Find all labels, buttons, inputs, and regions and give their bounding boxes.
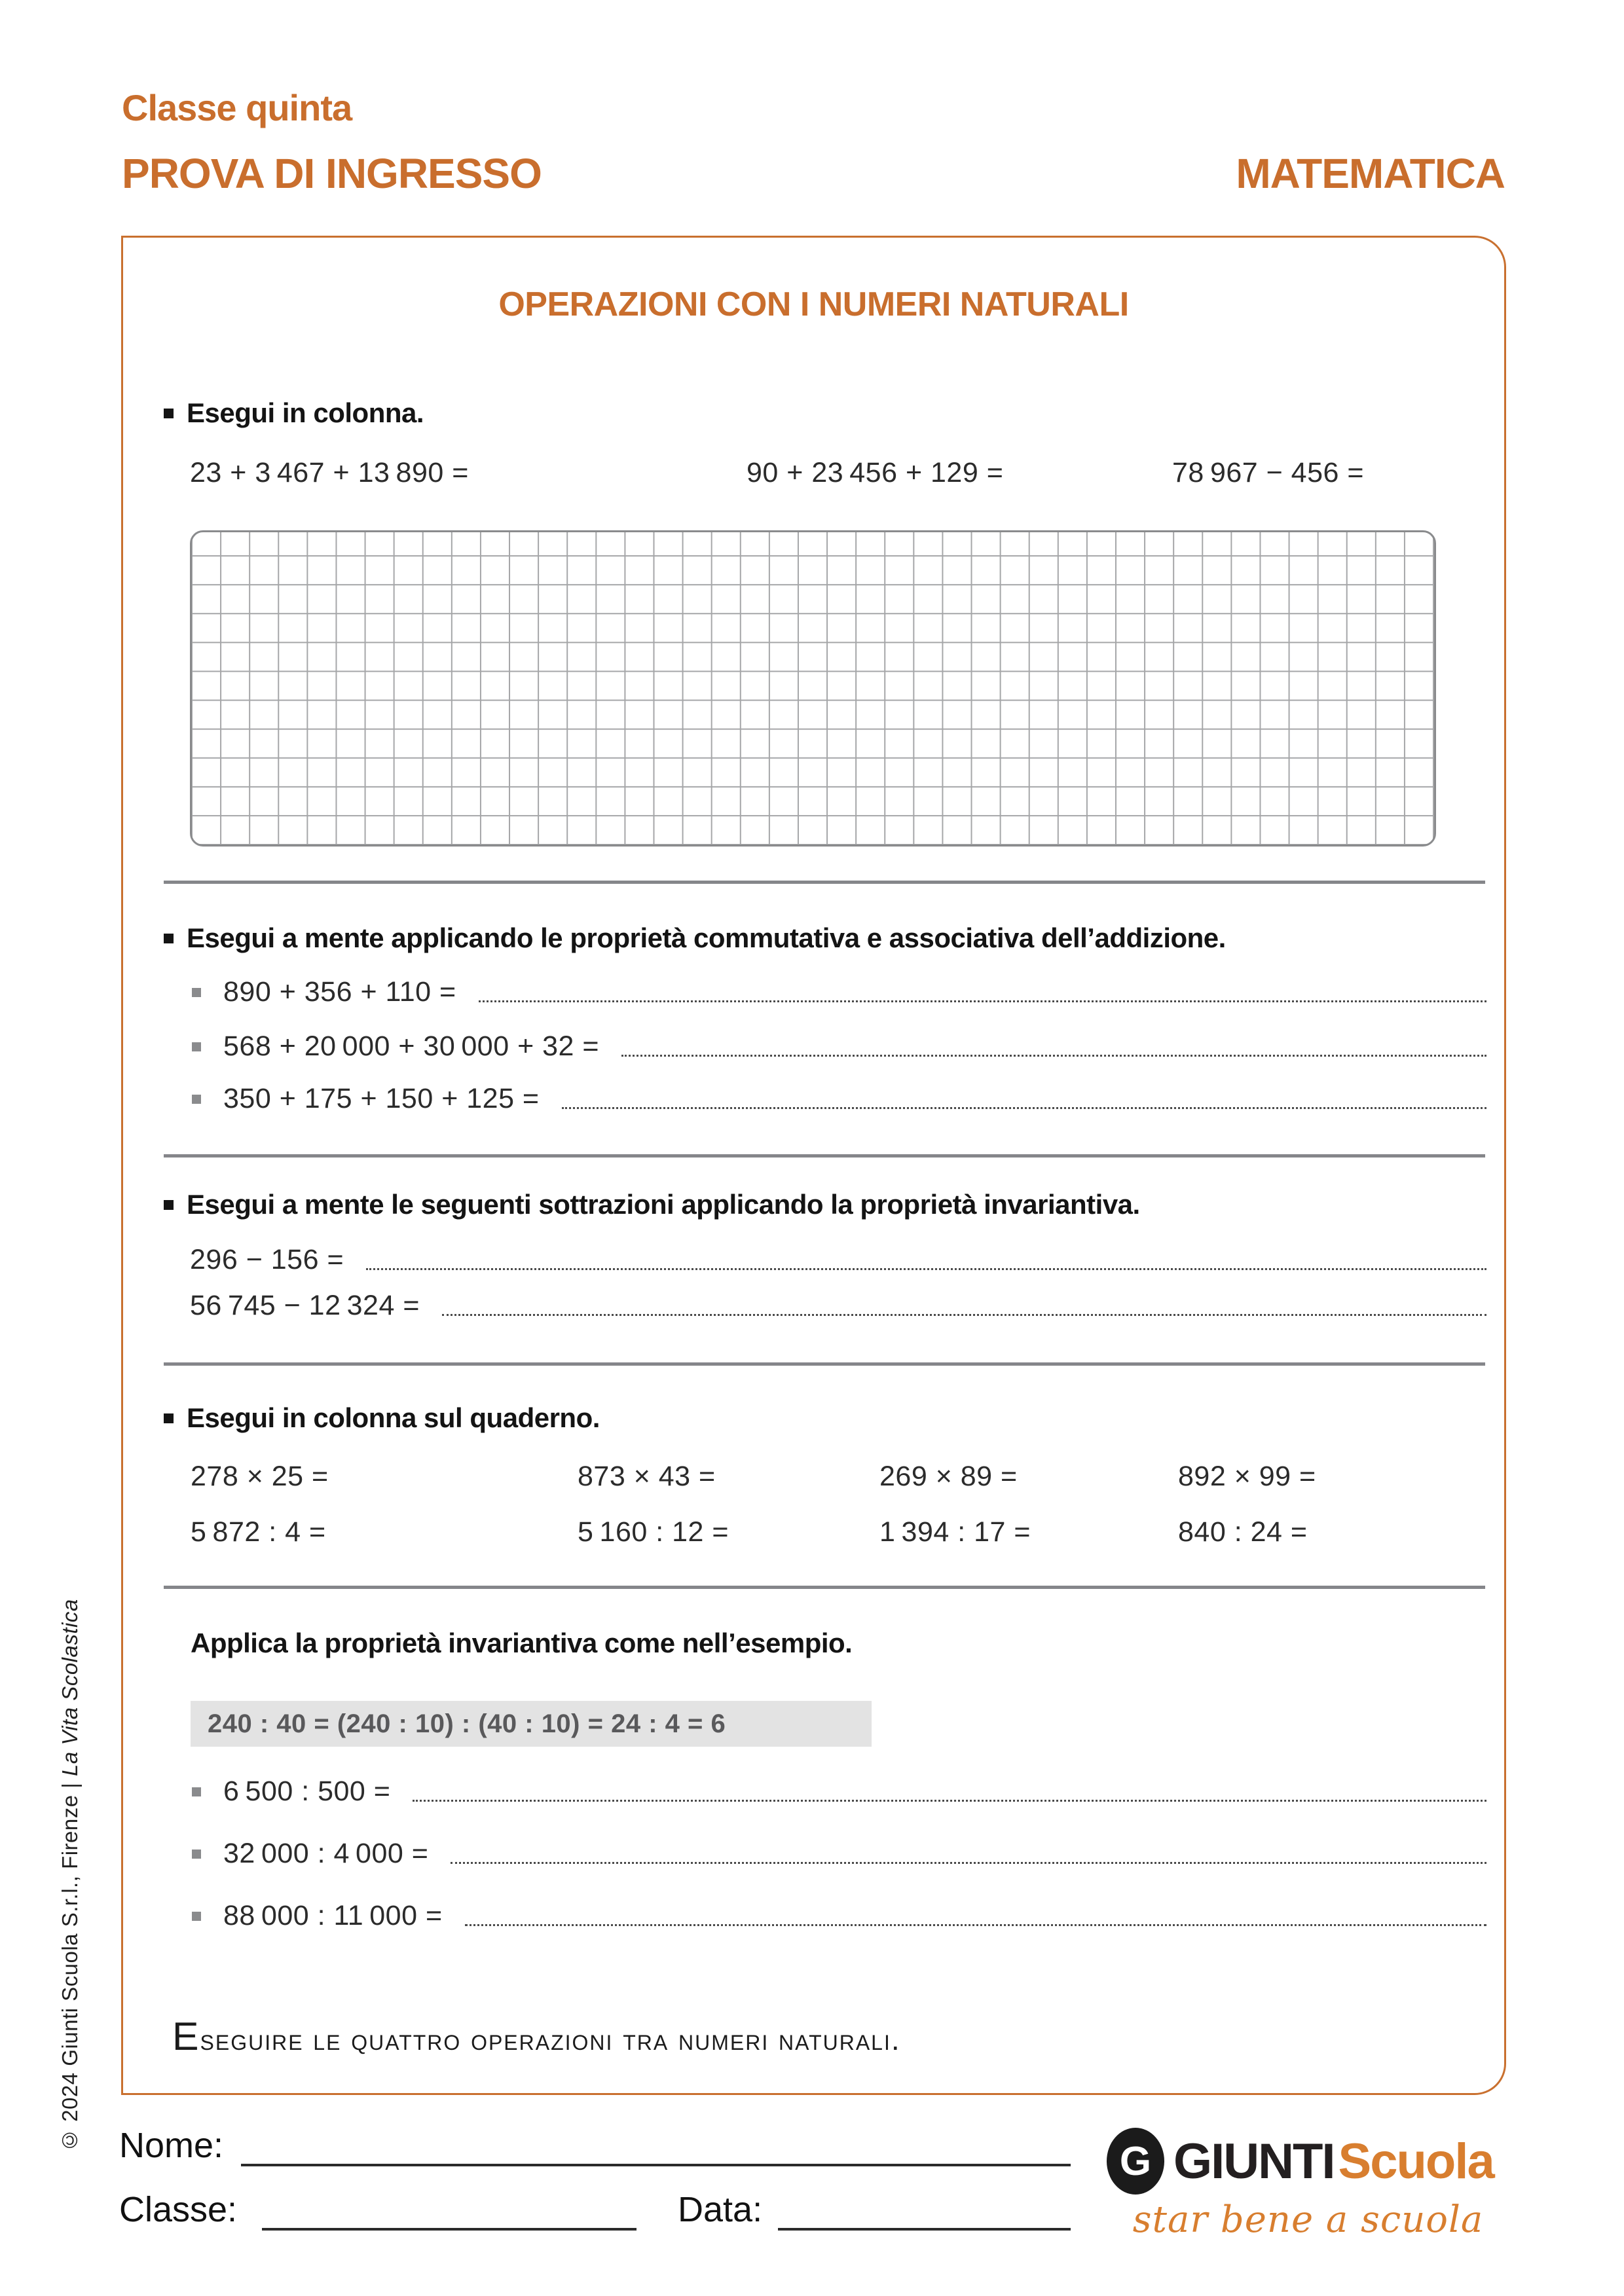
nome-label: Nome: [119, 2126, 224, 2165]
answer-line[interactable] [562, 1107, 1486, 1109]
operation: 840 : 24 = [1178, 1516, 1308, 1548]
data-field-line[interactable] [778, 2228, 1071, 2231]
copyright-text: © 2024 Giunti Scuola S.r.l., Firenze | [58, 1776, 82, 2153]
copyright-publication: La Vita Scolastica [58, 1599, 82, 1776]
worksheet-box [121, 236, 1506, 2095]
operation: 278 × 25 = [191, 1461, 329, 1492]
exercise2-item [192, 976, 1486, 1008]
exercise2-item [192, 1030, 1486, 1063]
answer-line[interactable] [621, 1055, 1486, 1057]
operation: 568 + 20 000 + 30 000 + 32 = [223, 1030, 600, 1062]
logo-scuola-text: Scuola [1338, 2133, 1494, 2189]
class-level-label: Classe quinta [122, 87, 352, 128]
operation: 78 967 − 456 = [1172, 457, 1364, 488]
operation: 90 + 23 456 + 129 = [747, 457, 1004, 488]
classe-label: Classe: [119, 2190, 238, 2229]
operation: 5 872 : 4 = [191, 1516, 326, 1548]
test-title: PROVA DI INGRESSO [122, 150, 542, 197]
exercise2-item [192, 1083, 1486, 1115]
answer-line[interactable] [479, 1000, 1486, 1002]
item-bullet-icon [192, 1042, 201, 1051]
exercise2-heading-text: Esegui a mente applicando le proprietà commutativa e associativa dell’addizione. [187, 922, 1226, 953]
operation: 269 × 89 = [879, 1461, 1018, 1492]
item-bullet-icon [192, 988, 201, 997]
operation: 88 000 : 11 000 = [223, 1900, 443, 1931]
item-bullet-icon [192, 1912, 201, 1921]
operation: 890 + 356 + 110 = [223, 976, 456, 1008]
exercise3-heading [164, 1189, 1140, 1220]
exercise1-heading-text: Esegui in colonna. [187, 397, 424, 428]
exercise2-heading [164, 922, 1226, 954]
logo-wordmark [1107, 2128, 1509, 2195]
logo-tagline: star bene a scuola [1132, 2198, 1484, 2241]
exercise4-heading-text: Esegui in colonna sul quaderno. [187, 1402, 600, 1433]
exercise3-item [190, 1244, 1486, 1276]
exercise4-row2 [123, 1516, 1504, 1556]
item-bullet-icon [192, 1850, 201, 1859]
answer-line[interactable] [442, 1314, 1486, 1316]
example-text: 240 : 40 = (240 : 10) : (40 : 10) = 24 : 4 = 6 [208, 1709, 726, 1738]
section-divider [164, 1362, 1485, 1366]
nome-field-line[interactable] [241, 2164, 1071, 2166]
operation: 56 745 − 12 324 = [190, 1290, 420, 1321]
answer-line[interactable] [451, 1862, 1486, 1864]
section-divider [164, 881, 1485, 884]
item-bullet-icon [192, 1095, 201, 1104]
exercise5-item [192, 1900, 1486, 1932]
operation: 1 394 : 17 = [879, 1516, 1031, 1548]
classe-field-line[interactable] [262, 2228, 637, 2231]
operation: 892 × 99 = [1178, 1461, 1316, 1492]
operation: 873 × 43 = [578, 1461, 716, 1492]
operation: 350 + 175 + 150 + 125 = [223, 1083, 540, 1114]
item-bullet-icon [192, 1787, 201, 1796]
worksheet-title: OPERAZIONI CON I NUMERI NATURALI [498, 285, 1129, 323]
exercise3-item [190, 1290, 1486, 1322]
bullet-square-icon [164, 1200, 174, 1210]
operation: 296 − 156 = [190, 1244, 344, 1275]
giunti-scuola-logo [1107, 2128, 1509, 2241]
squared-working-grid[interactable] [190, 530, 1436, 847]
exercise3-heading-text: Esegui a mente le seguenti sottrazioni applicando la proprietà invariantiva. [187, 1189, 1140, 1220]
operation: 23 + 3 467 + 13 890 = [190, 457, 469, 488]
section-divider [164, 1154, 1485, 1157]
header-row [122, 149, 1505, 198]
bullet-square-icon [164, 1413, 174, 1423]
giunti-g-logo-icon: G [1107, 2128, 1164, 2195]
answer-line[interactable] [366, 1268, 1486, 1270]
operation: 5 160 : 12 = [578, 1516, 729, 1548]
bullet-square-icon [164, 409, 174, 418]
exercise4-row1 [123, 1461, 1504, 1500]
subject-title: MATEMATICA [1236, 150, 1505, 197]
answer-line[interactable] [413, 1800, 1486, 1802]
exercise4-heading [164, 1402, 600, 1434]
section-divider [164, 1586, 1485, 1589]
exercise5-item [192, 1776, 1486, 1808]
example-box [191, 1701, 872, 1747]
answer-line[interactable] [465, 1924, 1486, 1926]
bullet-square-icon [164, 934, 174, 943]
exercise1-operations [123, 457, 1504, 496]
operation: 32 000 : 4 000 = [223, 1838, 429, 1869]
logo-giunti-text: GIUNTI [1173, 2133, 1335, 2189]
exercise5-heading [191, 1628, 852, 1659]
exercise5-heading-text: Applica la proprietà invariantiva come nell’esempio. [191, 1628, 853, 1658]
teacher-note: Eseguire le quattro operazioni tra numeri naturali. [172, 2014, 901, 2058]
exercise5-item [192, 1838, 1486, 1870]
operation: 6 500 : 500 = [223, 1776, 391, 1807]
data-label: Data: [678, 2190, 763, 2229]
copyright-vertical [58, 1519, 83, 2153]
exercise1-heading [164, 397, 424, 429]
